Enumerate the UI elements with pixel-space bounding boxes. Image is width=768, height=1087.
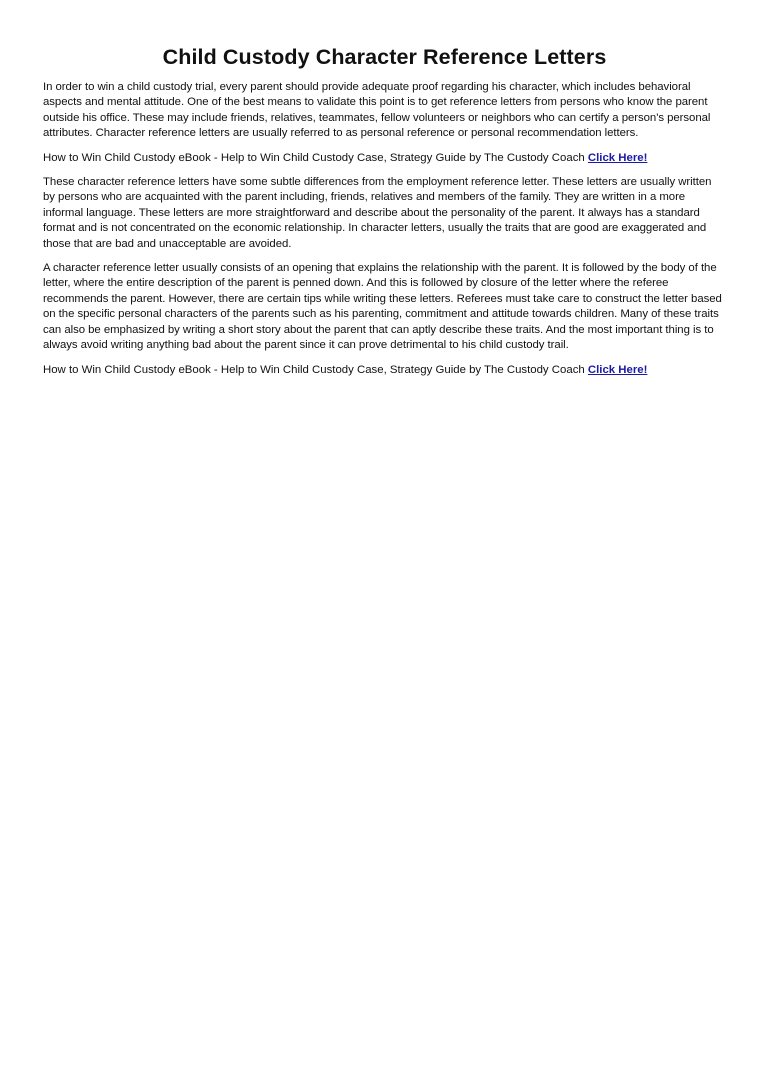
- body-paragraph: A character reference letter usually consists of an opening that explains the relationship with the parent. It is followed by the body of the letter, where the entire description of the parent is penned down. And this is followed by closure of the letter where the referee recommends the parent. However, there are certain tips while writing these letters. Referees must take care to construct the letter based on the specific personal characters of the parents such as his parenting, commitment and attitude towards children. Many of these traits can also be emphasized by writing a short story about the parent that can aptly describe these traits. And the most important thing is to always avoid writing anything bad about the parent since it can prove detrimental to his child custody trail.: [43, 262, 722, 352]
- promo-text: How to Win Child Custody eBook - Help to Win Child Custody Case, Strategy Guide by The Custody Coach: [43, 151, 585, 164]
- promo-text: How to Win Child Custody eBook - Help to Win Child Custody Case, Strategy Guide by The Custody Coach: [43, 363, 585, 376]
- intro-paragraph: In order to win a child custody trial, every parent should provide adequate proof regarding his character, which includes behavioral aspects and mental attitude. One of the best means to validate this point is to get reference letters from persons who know the parent outside his office. These may include friends, relatives, teammates, fellow volunteers or neighbors who can certify a person's personal attributes. Character reference letters are usually referred to as personal reference or personal recommendation letters.: [43, 81, 711, 140]
- click-here-link[interactable]: Click Here!: [587, 363, 648, 376]
- promo-line: [43, 151, 726, 166]
- promo-line: [43, 363, 726, 378]
- click-here-link[interactable]: Click Here!: [587, 151, 648, 164]
- page-title: Child Custody Character Reference Letters: [162, 45, 607, 69]
- body-paragraph: These character reference letters have some subtle differences from the employment reference letter. These letters are usually written by persons who are acquainted with the parent including, friends, relatives and members of the family. They are written in a more informal language. These letters are more straightforward and describe about the personality of the parent. It always has a standard format and is not concentrated on the economic relationship. In character letters, usually the traits that are good are exaggerated and those that are bad and unacceptable are avoided.: [43, 176, 712, 250]
